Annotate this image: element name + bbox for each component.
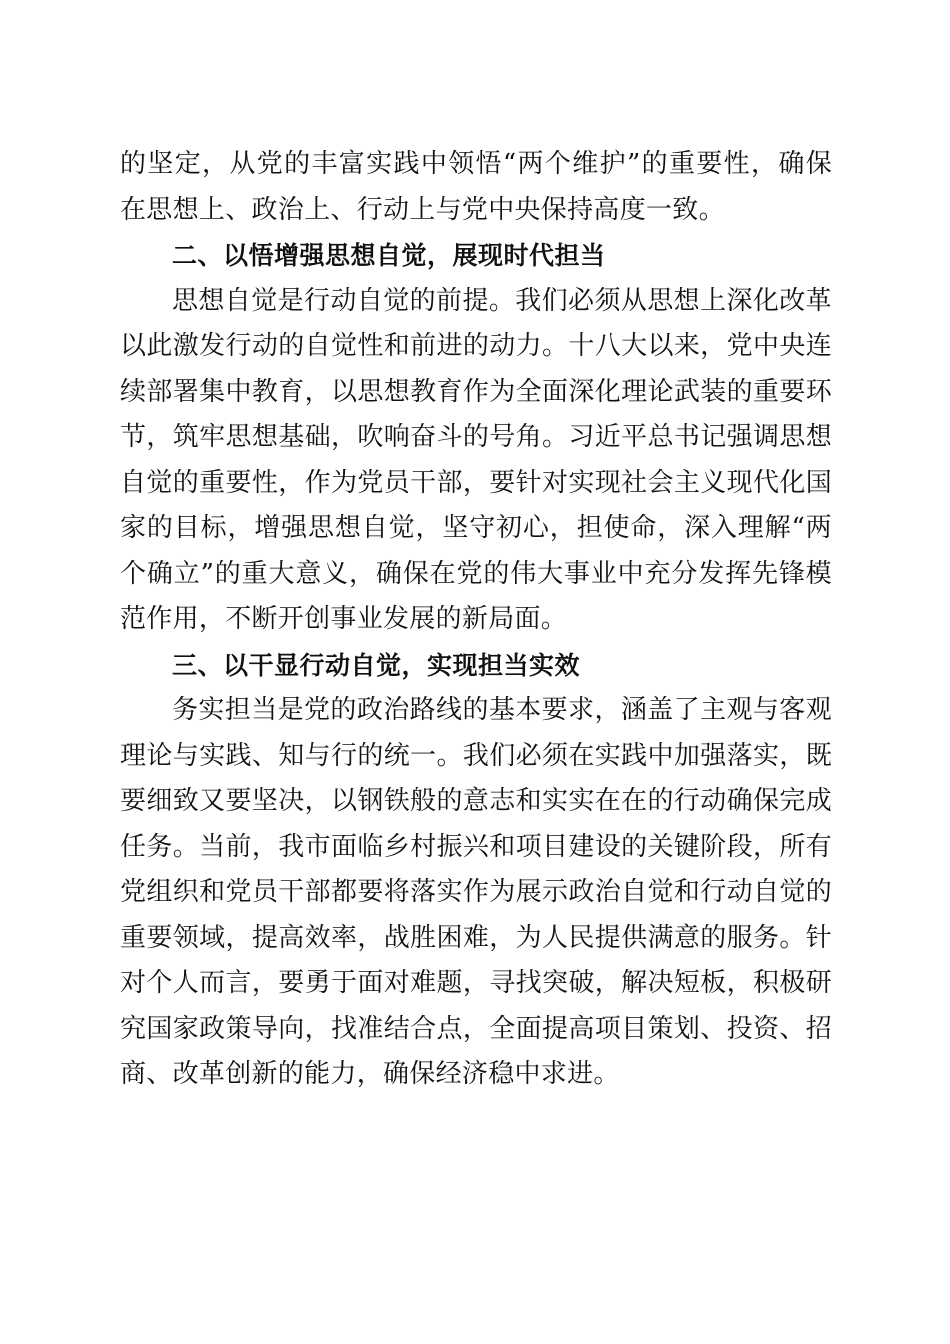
section-heading-2: 二、以悟增强思想自觉，展现时代担当 — [172, 241, 606, 270]
paragraph-line: 以此激发行动的自觉性和前进的动力。十八大以来，党中央连 — [120, 331, 832, 361]
paragraph-line: 商、改革创新的能力，确保经济稳中求进。 — [120, 1059, 620, 1089]
paragraph-line: 对个人而言，要勇于面对难题，寻找突破，解决短板，积极研 — [120, 968, 832, 998]
paragraph-line: 个确立”的重大意义，确保在党的伟大事业中充分发挥先锋模 — [120, 558, 832, 589]
paragraph-line: 究国家政策导向，找准结合点，全面提高项目策划、投资、招 — [120, 1013, 832, 1044]
paragraph-line: 自觉的重要性，作为党员干部，要针对实现社会主义现代化国 — [120, 467, 832, 498]
paragraph-line: 节，筑牢思想基础，吹响奋斗的号角。习近平总书记强调思想 — [120, 422, 832, 452]
paragraph-line: 的坚定，从党的丰富实践中领悟“两个维护”的重要性，确保 — [120, 149, 832, 179]
paragraph-line: 家的目标，增强思想自觉，坚守初心，担使命，深入理解“两 — [120, 513, 832, 543]
paragraph-line: 党组织和党员干部都要将落实作为展示政治自觉和行动自觉的 — [120, 877, 832, 907]
paragraph-line: 要细致又要坚决，以钢铁般的意志和实实在在的行动确保完成 — [120, 786, 832, 816]
paragraph-line: 范作用，不断开创事业发展的新局面。 — [120, 604, 568, 634]
paragraph-line: 在思想上、政治上、行动上与党中央保持高度一致。 — [120, 194, 725, 225]
paragraph-line: 续部署集中教育，以思想教育作为全面深化理论武装的重要环 — [120, 376, 832, 407]
document-body — [120, 142, 832, 1098]
paragraph-line: 任务。当前，我市面临乡村振兴和项目建设的关键阶段，所有 — [120, 831, 832, 862]
section-heading-3: 三、以干显行动自觉，实现担当实效 — [172, 650, 581, 680]
paragraph-line: 理论与实践、知与行的统一。我们必须在实践中加强落实，既 — [120, 740, 832, 771]
paragraph-line: 思想自觉是行动自觉的前提。我们必须从思想上深化改革 — [172, 285, 832, 316]
paragraph-line: 务实担当是党的政治路线的基本要求，涵盖了主观与客观 — [172, 695, 832, 725]
paragraph-line: 重要领域，提高效率，战胜困难，为人民提供满意的服务。针 — [120, 922, 832, 953]
